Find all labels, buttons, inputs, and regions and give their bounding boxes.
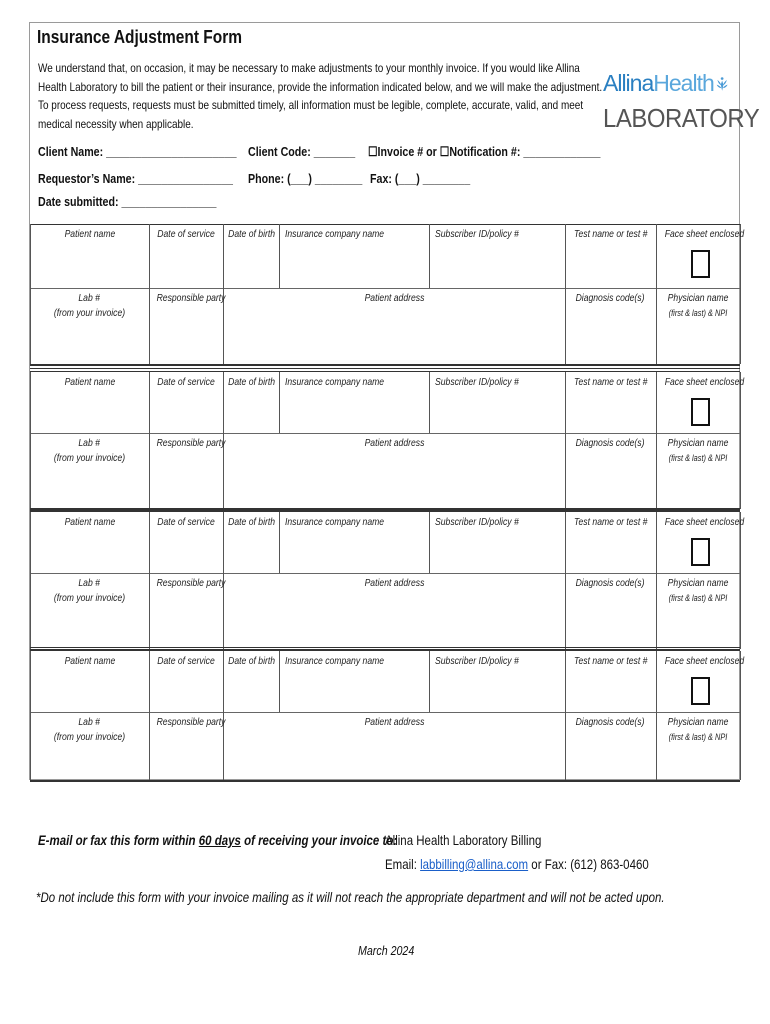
table-divider [740,433,741,509]
physician-name-cell-label: (first & last) & NPI [668,732,728,742]
physician-name-cell-label: (first & last) & NPI [668,453,728,463]
logo-laboratory-text: LABORATORY [603,103,760,133]
patient-address-cell-label: Patient address [364,577,424,589]
intro-line: Health Laboratory to bill the patient or their insurance, provide the information indicated below, and we will make the adjustment. [38,79,603,94]
table-divider [740,712,741,780]
patient-address-cell[interactable] [223,712,565,780]
insurance-company-cell-label: Insurance company name [285,655,385,667]
date-of-service-cell-label: Date of service [157,228,215,240]
lab-number-cell[interactable] [30,288,149,364]
insurance-company-cell-label: Insurance company name [285,376,385,388]
allina-health-laboratory-logo [603,70,760,134]
patient-address-cell-label: Patient address [364,716,424,728]
date-of-service-cell-label: Date of service [157,376,215,388]
table-divider [740,573,741,649]
email-label: Email: [385,856,421,872]
insurance-company-cell[interactable] [279,651,429,712]
responsible-party-cell[interactable] [149,712,226,780]
test-name-cell[interactable] [565,651,656,712]
physician-name-cell-label: Physician name [667,437,729,449]
test-name-cell-label: Test name or test # [573,655,648,667]
instruction-suffix: of receiving your invoice to: [240,832,398,848]
subscriber-id-cell-label: Subscriber ID/policy # [435,228,519,240]
instruction-prefix: E-mail or fax this form within [38,832,199,848]
disclaimer: *Do not include this form with your invoice mailing as it will not reach the appropriate department and will not be acted upon. [36,889,665,905]
test-name-cell-label: Test name or test # [573,516,648,528]
lab-number-cell[interactable] [30,433,149,509]
subscriber-id-cell[interactable] [429,372,565,433]
diagnosis-codes-cell[interactable] [565,288,656,364]
face-sheet-cell-label: Face sheet enclosed [664,228,745,240]
client-name-field[interactable]: Client Name: ______________________ [38,144,237,159]
phone-field[interactable]: Phone: (___) ________ [248,171,363,186]
table-border [30,508,740,509]
allina-leaf-icon [716,73,728,95]
date-of-birth-cell[interactable] [223,372,279,433]
logo-health-text: Health [653,70,714,96]
patient-name-cell-label: Patient name [64,376,115,388]
face-sheet-cell-label: Face sheet enclosed [664,376,745,388]
physician-name-cell-label: Physician name [667,292,729,304]
lab-number-cell-label: (from your invoice) [53,307,126,319]
lab-number-cell-label: Lab # [78,292,101,304]
patient-name-cell[interactable] [30,651,149,712]
responsible-party-cell[interactable] [149,288,226,364]
instruction-days: 60 days [198,832,241,848]
face-sheet-cell[interactable] [656,224,745,288]
billing-name: Allina Health Laboratory Billing [385,832,542,848]
test-name-cell[interactable] [565,512,656,573]
patient-name-cell[interactable] [30,372,149,433]
requestor-name-field[interactable]: Requestor’s Name: ________________ [38,171,233,186]
intro-line: medical necessity when applicable. [38,116,194,131]
invoice-notification-field[interactable]: ☐Invoice # or ☐Notification #: _____________ [368,144,601,159]
responsible-party-cell[interactable] [149,433,226,509]
billing-contact [385,856,649,872]
subscriber-id-cell-label: Subscriber ID/policy # [435,655,519,667]
physician-name-cell[interactable] [656,433,740,509]
patient-address-cell[interactable] [223,573,565,649]
test-name-cell[interactable] [565,224,656,288]
physician-name-cell-label: (first & last) & NPI [668,308,728,318]
billing-email-link[interactable]: labbilling@allina.com [420,856,529,872]
fax-number: or Fax: (612) 863-0460 [528,856,649,872]
physician-name-cell[interactable] [656,573,740,649]
physician-name-cell-label: Physician name [667,577,729,589]
patient-name-cell[interactable] [30,224,149,288]
patient-name-cell-label: Patient name [64,516,115,528]
insurance-company-cell-label: Insurance company name [285,516,385,528]
face-sheet-checkbox[interactable] [691,398,710,426]
date-of-service-cell-label: Date of service [157,516,215,528]
date-of-service-cell-label: Date of service [157,655,215,667]
date-of-birth-cell-label: Date of birth [228,516,276,528]
date-of-service-cell[interactable] [149,651,223,712]
patient-address-cell-label: Patient address [364,292,424,304]
face-sheet-checkbox[interactable] [691,250,710,278]
diagnosis-codes-cell[interactable] [565,433,656,509]
physician-name-cell-label: (first & last) & NPI [668,593,728,603]
lab-number-cell-label: Lab # [78,437,101,449]
submission-instruction [38,832,397,848]
patient-address-cell[interactable] [223,288,565,364]
face-sheet-cell-label: Face sheet enclosed [664,655,745,667]
lab-number-cell-label: (from your invoice) [53,452,126,464]
physician-name-cell[interactable] [656,712,740,780]
test-name-cell-label: Test name or test # [573,228,648,240]
face-sheet-checkbox[interactable] [691,538,710,566]
date-submitted-field[interactable]: Date submitted: ________________ [38,194,217,209]
patient-name-cell-label: Patient name [64,228,115,240]
form-title: Insurance Adjustment Form [37,27,243,47]
date-of-birth-cell[interactable] [223,512,279,573]
face-sheet-cell[interactable] [656,372,745,433]
date-of-birth-cell-label: Date of birth [228,655,276,667]
lab-number-cell-label: Lab # [78,577,101,589]
date-of-birth-cell[interactable] [223,651,279,712]
intro-text [38,59,603,133]
table-border [30,780,740,782]
date-of-birth-cell-label: Date of birth [228,376,276,388]
diagnosis-codes-cell-label: Diagnosis code(s) [576,716,645,728]
physician-name-cell[interactable] [656,288,740,364]
patient-name-cell-label: Patient name [64,655,115,667]
diagnosis-codes-cell-label: Diagnosis code(s) [576,577,645,589]
face-sheet-cell[interactable] [656,651,745,712]
table-border [30,368,740,369]
patient-address-cell-label: Patient address [364,437,424,449]
physician-name-cell-label: Physician name [667,716,729,728]
responsible-party-cell-label: Responsible party [156,577,226,589]
subscriber-id-cell-label: Subscriber ID/policy # [435,516,519,528]
table-divider [740,288,741,364]
subscriber-id-cell-label: Subscriber ID/policy # [435,376,519,388]
date-of-service-cell[interactable] [149,512,223,573]
responsible-party-cell-label: Responsible party [156,437,226,449]
face-sheet-cell-label: Face sheet enclosed [664,516,745,528]
intro-line: To process requests, requests must be submitted timely, all information must be legible, complete, accurate, valid, and meet [38,98,584,112]
lab-number-cell-label: (from your invoice) [53,731,126,743]
table-border [30,364,740,366]
responsible-party-cell-label: Responsible party [156,716,226,728]
table-border [30,647,740,648]
test-name-cell[interactable] [565,372,656,433]
insurance-company-cell-label: Insurance company name [285,228,385,240]
insurance-company-cell[interactable] [279,224,429,288]
date-of-service-cell[interactable] [149,372,223,433]
insurance-company-cell[interactable] [279,512,429,573]
subscriber-id-cell[interactable] [429,651,565,712]
intro-line: We understand that, on occasion, it may be necessary to make adjustments to your monthly invoice. If you would like Allina [38,61,580,75]
patient-records-table [30,224,745,781]
subscriber-id-cell[interactable] [429,224,565,288]
fax-field[interactable]: Fax: (___) ________ [370,171,471,186]
date-of-birth-cell[interactable] [223,224,279,288]
patient-name-cell[interactable] [30,512,149,573]
diagnosis-codes-cell[interactable] [565,573,656,649]
diagnosis-codes-cell[interactable] [565,712,656,780]
responsible-party-cell[interactable] [149,573,226,649]
face-sheet-cell[interactable] [656,512,745,573]
form-date: March 2024 [358,943,415,958]
face-sheet-checkbox[interactable] [691,677,710,705]
patient-address-cell[interactable] [223,433,565,509]
lab-number-cell[interactable] [30,573,149,649]
client-code-field[interactable]: Client Code: _______ [248,144,356,159]
responsible-party-cell-label: Responsible party [156,292,226,304]
date-of-birth-cell-label: Date of birth [228,228,276,240]
diagnosis-codes-cell-label: Diagnosis code(s) [576,437,645,449]
logo-allina-text: Allina [603,70,654,96]
lab-number-cell[interactable] [30,712,149,780]
test-name-cell-label: Test name or test # [573,376,648,388]
date-of-service-cell[interactable] [149,224,223,288]
subscriber-id-cell[interactable] [429,512,565,573]
lab-number-cell-label: (from your invoice) [53,592,126,604]
lab-number-cell-label: Lab # [78,716,101,728]
diagnosis-codes-cell-label: Diagnosis code(s) [576,292,645,304]
insurance-company-cell[interactable] [279,372,429,433]
